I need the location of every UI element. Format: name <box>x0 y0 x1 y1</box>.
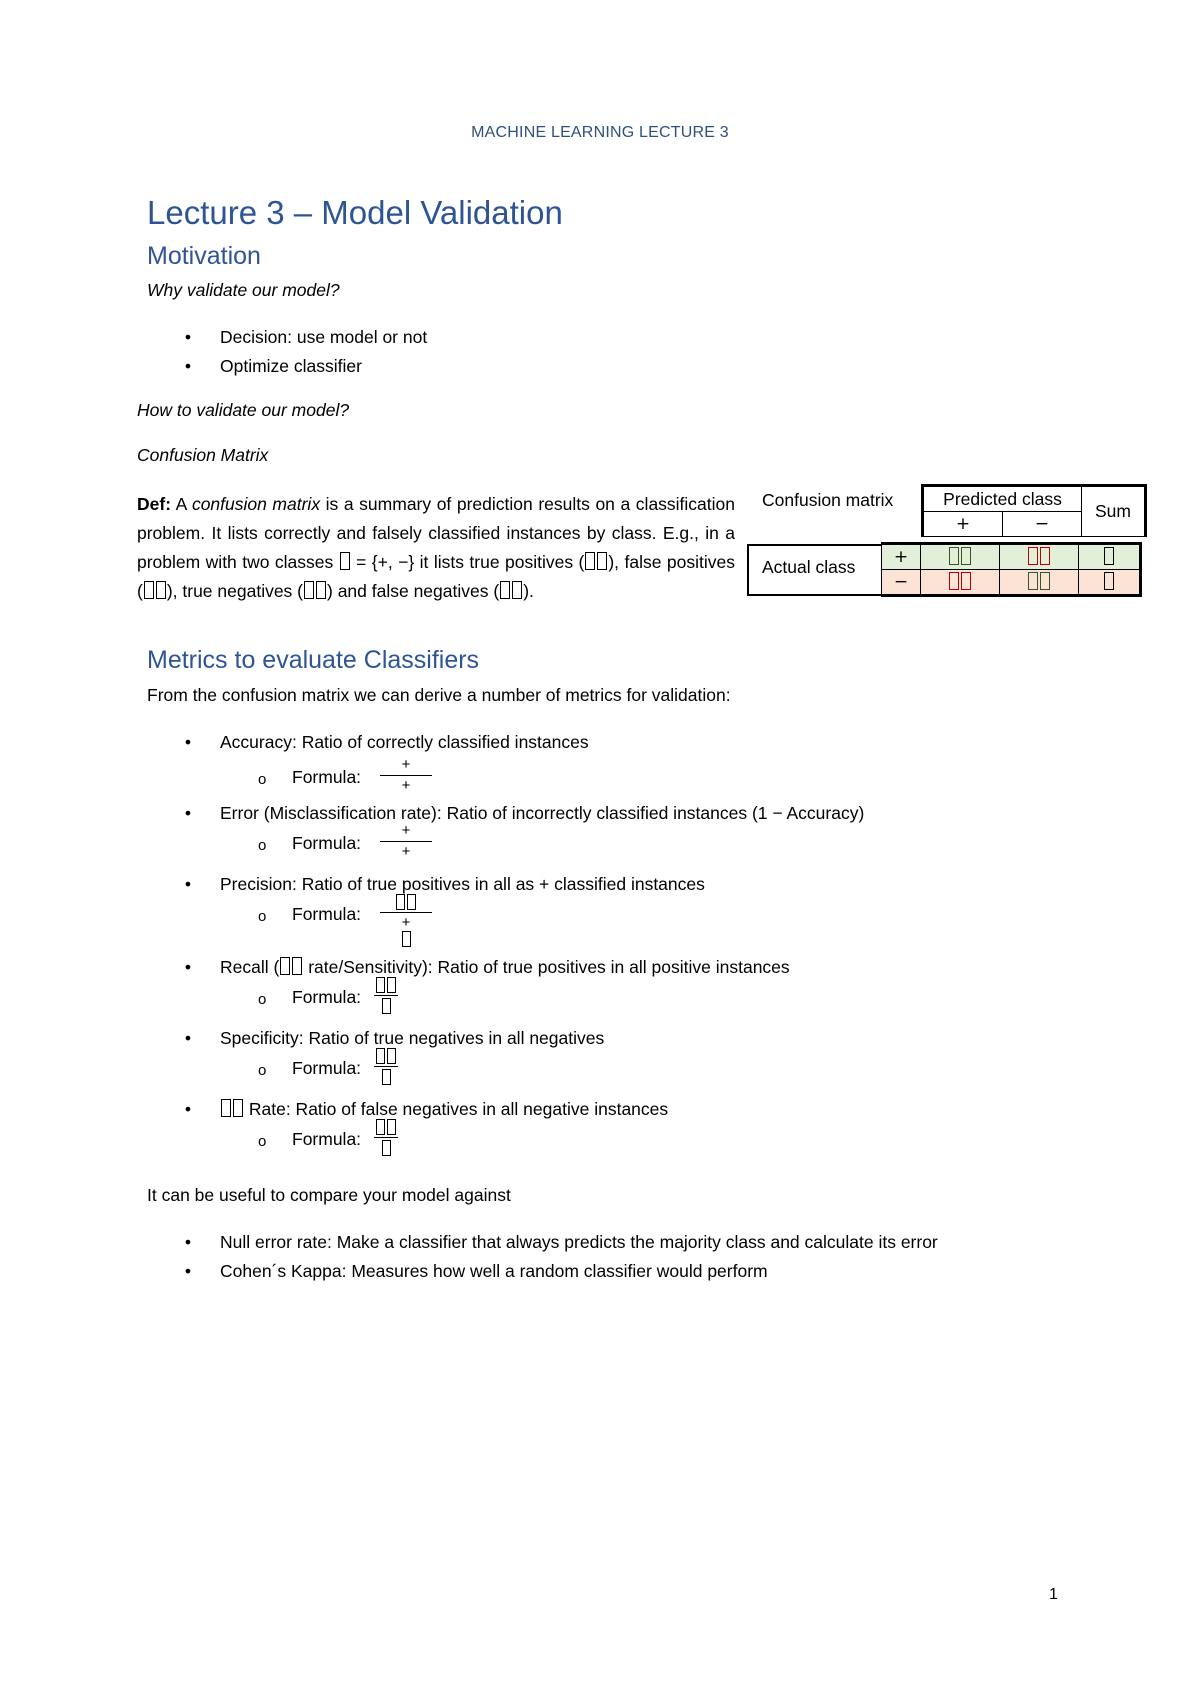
bullet-icon: • <box>184 1261 192 1281</box>
missing-glyph-icon <box>961 572 971 590</box>
missing-glyph-icon <box>233 1099 243 1117</box>
bullet-icon: • <box>184 1028 192 1048</box>
confusion-matrix-body <box>881 542 1142 597</box>
missing-glyph-icon <box>144 581 154 599</box>
circle-bullet-icon: o <box>258 837 267 854</box>
negative-sum-cell <box>1079 570 1141 596</box>
missing-glyph-icon <box>407 894 416 910</box>
circle-bullet-icon: o <box>258 771 267 788</box>
missing-glyph-icon <box>961 547 971 565</box>
confusion-matrix-subheading: Confusion Matrix <box>137 445 269 465</box>
missing-glyph-icon <box>512 581 522 599</box>
predicted-class-header: Predicted class <box>923 486 1082 512</box>
missing-glyph-icon <box>1028 547 1038 565</box>
missing-glyph-icon <box>304 581 314 599</box>
missing-glyph-icon <box>500 581 510 599</box>
missing-glyph-icon <box>340 552 350 570</box>
missing-glyph-icon <box>1104 547 1114 565</box>
predicted-minus-header: − <box>1003 512 1082 537</box>
positive-sum-cell <box>1079 544 1141 570</box>
missing-glyph-icon <box>376 977 385 993</box>
page-title: Lecture 3 – Model Validation <box>147 194 563 231</box>
missing-glyph-icon <box>585 552 595 570</box>
bullet-icon: • <box>184 803 192 823</box>
fn-cell <box>1000 544 1079 570</box>
missing-glyph-icon <box>280 957 290 975</box>
confusion-matrix-table <box>921 484 1147 537</box>
compare-intro: It can be useful to compare your model against <box>147 1185 511 1205</box>
missing-glyph-icon <box>1104 572 1114 590</box>
motivation-heading: Motivation <box>147 242 261 270</box>
bullet-icon: • <box>184 1232 192 1252</box>
bullet-icon: • <box>184 327 192 347</box>
fp-cell <box>921 570 1000 596</box>
tp-cell <box>921 544 1000 570</box>
confusion-matrix-label: Confusion matrix <box>762 490 894 510</box>
circle-bullet-icon: o <box>258 1133 267 1150</box>
missing-glyph-icon <box>292 957 302 975</box>
metrics-intro: From the confusion matrix we can derive a number of metrics for validation: <box>147 685 731 705</box>
missing-glyph-icon <box>1040 572 1050 590</box>
bullet-icon: • <box>184 957 192 977</box>
document-page: MACHINE LEARNING LECTURE 3 Lecture 3 – Model Validation Motivation Why validate our model? • Decision: use model or not • Optimize classifier How to validate our model? Confusion Matrix Def: A confusion matrix is a summary of prediction results on a classification problem. It lists correctly and falsely classified instances by class. E.g., in a problem with two classes = {+, −} it lists true positives ( ), false positives ( ), true negatives ( ) and false negatives ( ). Confusion matrix Actual class Predicted class Sum + − + − Metrics to evaluate Classifiers From the confusion matrix we can derive a number of metrics for validation: • Accuracy: Ratio of correctly classified instances o Formula: + + • Error (Misclassification rate): Ratio of incorrectly classified instances (1 − Accuracy) o Formula: + + • Precision: Ratio of true positives in all as + classified instances o Formula: + • Recall ( rate/Sensitivity): Ratio of true positives in all positive instances o Formula: • Specificity: Ratio of true negatives in all negatives o Formula: • Rate: Ratio of false negatives in all negative instances o Formula: It can be useful to compare your model against • Null error rate: Make a classifier that always predicts the majority class and calculate its error • Cohen´s Kappa: Measures how well a random classifier would perform 1 <box>0 0 1200 1698</box>
tn-cell <box>1000 570 1079 596</box>
missing-glyph-icon <box>949 572 959 590</box>
missing-glyph-icon <box>382 998 391 1014</box>
metrics-heading: Metrics to evaluate Classifiers <box>147 646 480 674</box>
predicted-plus-header: + <box>923 512 1003 537</box>
bullet-icon: • <box>184 874 192 894</box>
missing-glyph-icon <box>1028 572 1038 590</box>
missing-glyph-icon <box>387 1048 396 1064</box>
missing-glyph-icon <box>387 1119 396 1135</box>
page-number: 1 <box>1049 1586 1058 1603</box>
circle-bullet-icon: o <box>258 991 267 1008</box>
missing-glyph-icon <box>156 581 166 599</box>
circle-bullet-icon: o <box>258 1062 267 1079</box>
bullet-icon: • <box>184 732 192 752</box>
missing-glyph-icon <box>382 1140 391 1156</box>
why-validate-question: Why validate our model? <box>147 280 340 300</box>
missing-glyph-icon <box>221 1099 231 1117</box>
definition-paragraph: Def: A confusion matrix is a summary of prediction results on a classification problem. It lists correctly and falsely classified instances by class. E.g., in a problem with two classes = {+, −} it lists true positives ( ), false positives ( ), true negatives ( ) and false negatives ( ). <box>137 494 736 601</box>
missing-glyph-icon <box>387 977 396 993</box>
circle-bullet-icon: o <box>258 908 267 925</box>
bullet-icon: • <box>184 1099 192 1119</box>
missing-glyph-icon <box>316 581 326 599</box>
sum-header: Sum <box>1082 486 1146 537</box>
missing-glyph-icon <box>376 1048 385 1064</box>
missing-glyph-icon <box>1040 547 1050 565</box>
missing-glyph-icon <box>597 552 607 570</box>
missing-glyph-icon <box>949 547 959 565</box>
missing-glyph-icon <box>376 1119 385 1135</box>
missing-glyph-icon <box>396 894 405 910</box>
bullet-icon: • <box>184 356 192 376</box>
how-validate-question: How to validate our model? <box>137 400 350 420</box>
actual-plus-label: + <box>882 544 921 570</box>
actual-minus-label: − <box>882 570 921 596</box>
actual-class-label: Actual class <box>762 557 856 577</box>
missing-glyph-icon <box>382 1069 391 1085</box>
missing-glyph-icon <box>402 931 411 947</box>
running-header: MACHINE LEARNING LECTURE 3 <box>471 124 729 141</box>
